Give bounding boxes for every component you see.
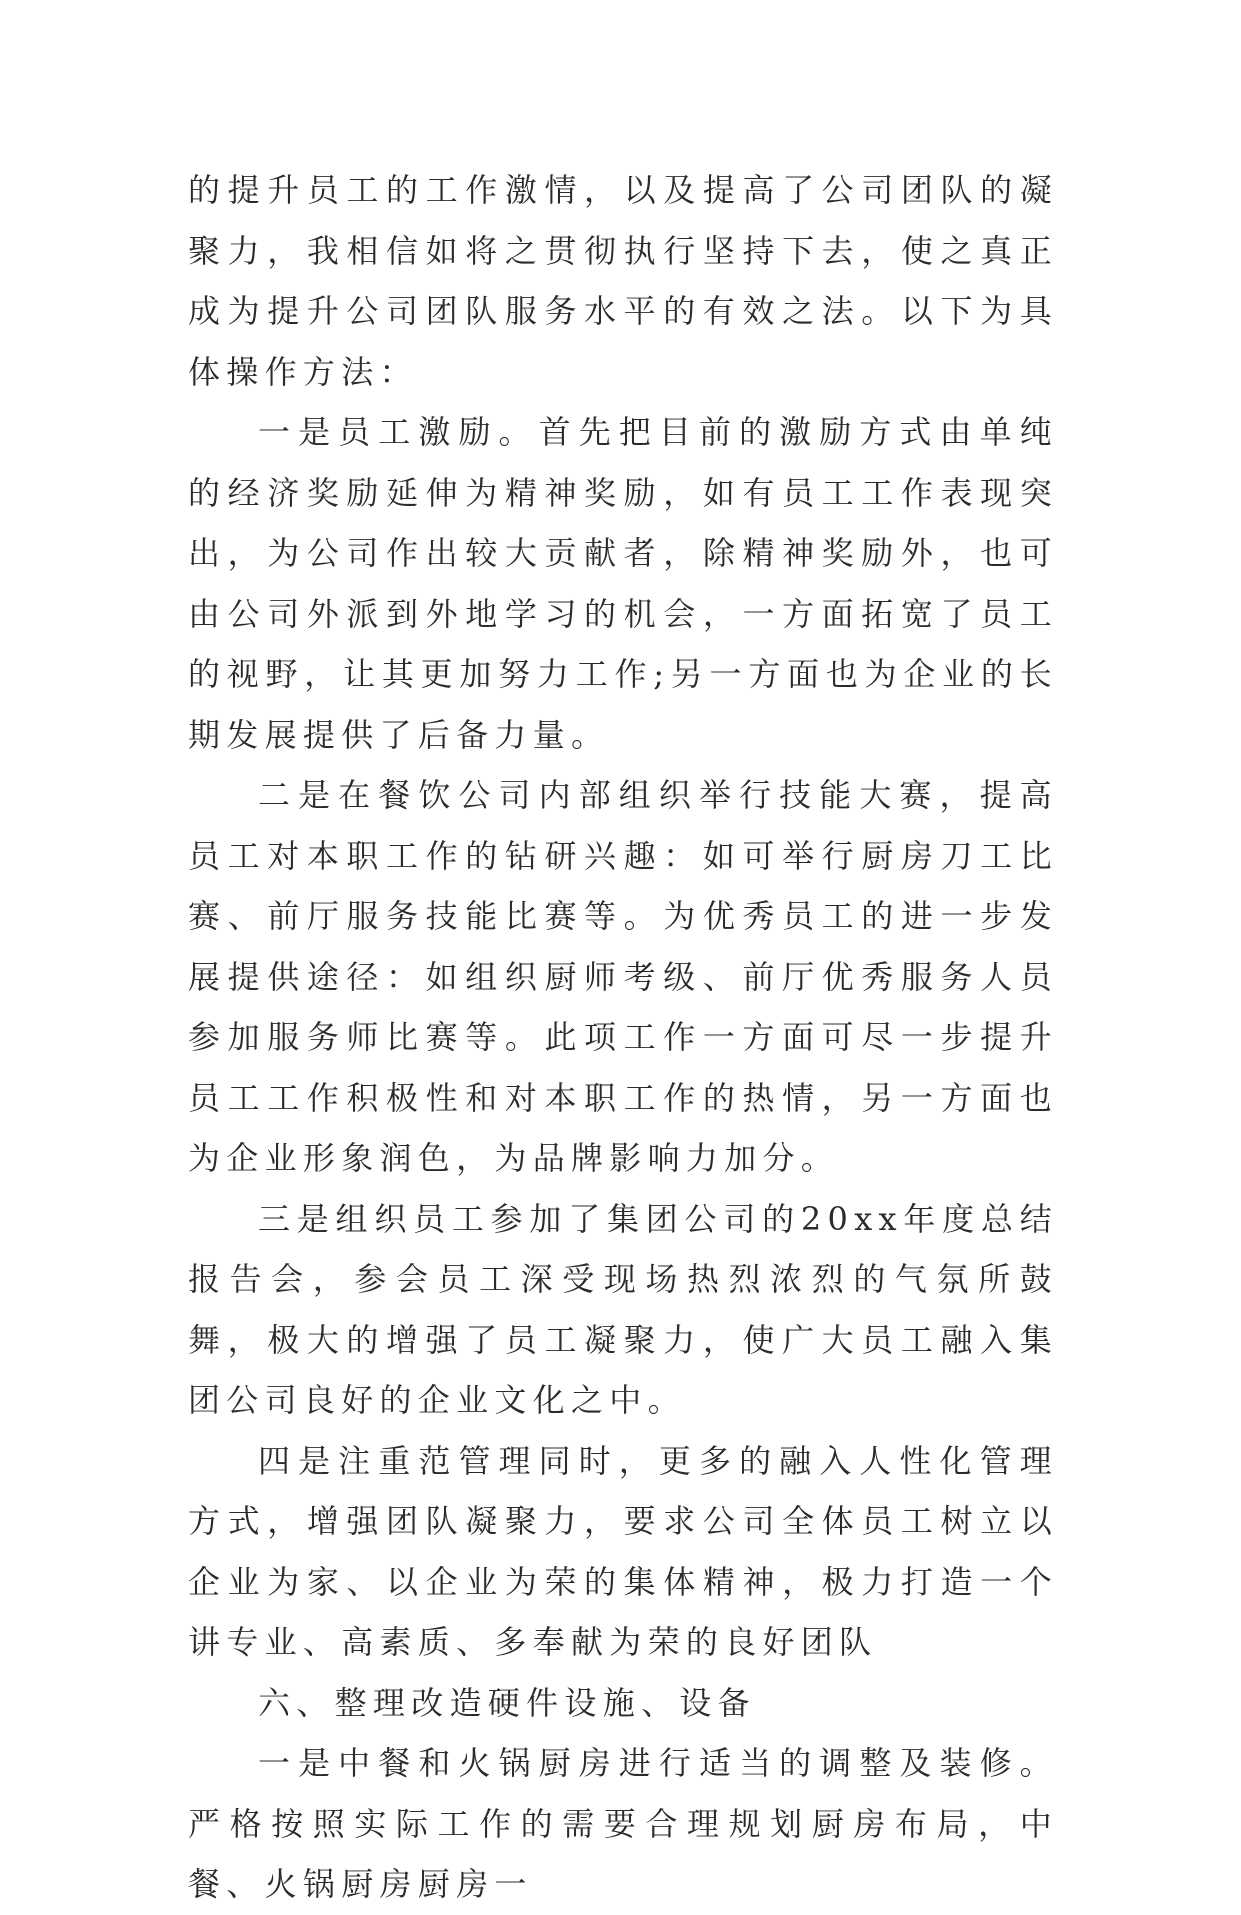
paragraph-kitchen-renovation: 一是中餐和火锅厨房进行适当的调整及装修。严格按照实际工作的需要合理规划厨房布局，中餐、火锅厨房厨房一 [188,1744,1058,1903]
section-heading-facilities: 六、整理改造硬件设施、设备 [258,1683,756,1722]
paragraph-skills-competition: 二是在餐饮公司内部组织举行技能大赛，提高员工对本职工作的钻研兴趣：如可举行厨房刀工比赛、前厅服务技能比赛等。为优秀员工的进一步发展提供途径：如组织厨师考级、前厅优秀服务人员参加服务师比赛等。此项工作一方面可尽一步提升员工工作积极性和对本职工作的热情，另一方面也为企业形象润色，为品牌影响力加分。 [188,776,1058,1177]
paragraph-annual-meeting: 三是组织员工参加了集团公司的20xx年度总结报告会，参会员工深受现场热烈浓烈的气氛所鼓舞，极大的增强了员工凝聚力，使广大员工融入集团公司良好的企业文化之中。 [188,1199,1058,1419]
paragraph-humanized-management: 四是注重范管理同时，更多的融入人性化管理方式，增强团队凝聚力，要求公司全体员工树立以企业为家、以企业为荣的集体精神，极力打造一个讲专业、高素质、多奉献为荣的良好团队 [188,1441,1058,1661]
paragraph-employee-incentive: 一是员工激励。首先把目前的激励方式由单纯的经济奖励延伸为精神奖励，如有员工工作表现突出，为公司作出较大贡献者，除精神奖励外，也可由公司外派到外地学习的机会，一方面拓宽了员工的视野，让其更加努力工作;另一方面也为企业的长期发展提供了后备力量。 [188,413,1058,754]
document-body [188,160,1058,1915]
paragraph-intro: 的提升员工的工作激情，以及提高了公司团队的凝聚力，我相信如将之贯彻执行坚持下去，使之真正成为提升公司团队服务水平的有效之法。以下为具体操作方法： [188,171,1058,391]
